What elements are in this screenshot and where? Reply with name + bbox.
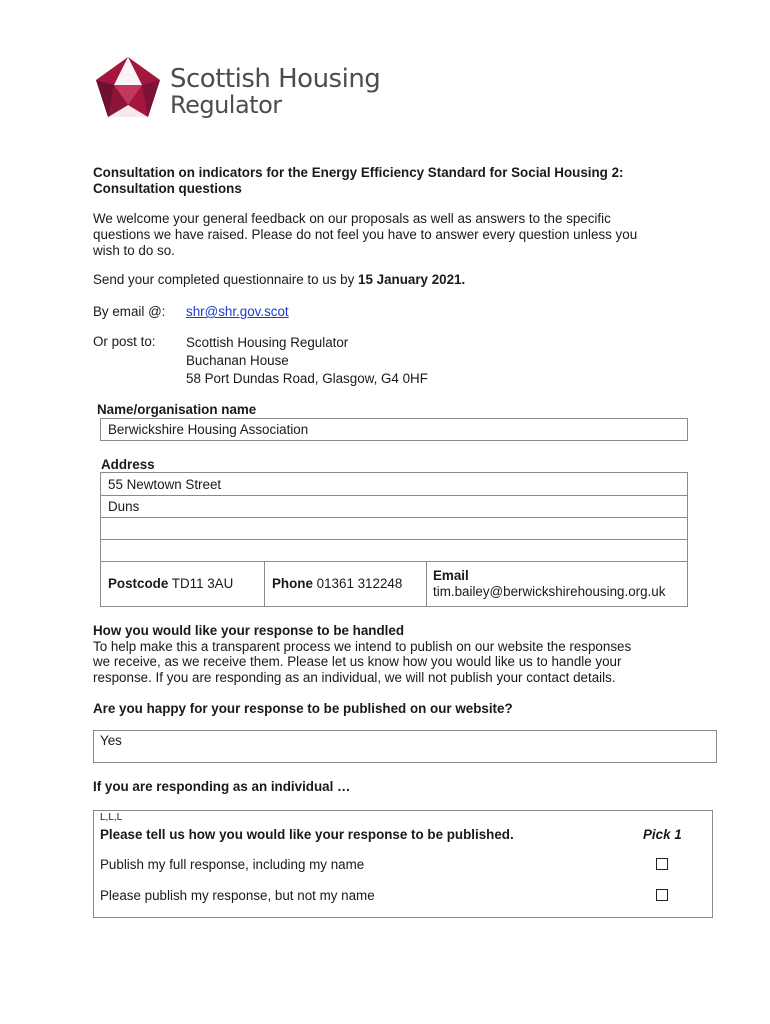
option-anonymous-checkbox[interactable] <box>656 889 668 901</box>
postcode-value: TD11 3AU <box>171 576 234 591</box>
deadline-text <box>93 272 465 288</box>
deadline-date: 15 January 2021. <box>358 272 466 287</box>
address-row-1[interactable] <box>101 473 687 496</box>
publish-answer-field[interactable] <box>93 730 717 763</box>
address-row-3[interactable] <box>101 518 687 540</box>
postcode-label: Postcode <box>108 576 169 591</box>
pick-label: Pick 1 <box>643 827 682 842</box>
page-title-line-1: Consultation on indicators for the Energy Efficiency Standard for Social Housing 2: <box>93 165 624 180</box>
intro-line-1: We welcome your general feedback on our proposals as well as answers to the specific <box>93 211 611 226</box>
address-row-2[interactable] <box>101 496 687 518</box>
option-full-response-checkbox[interactable] <box>656 858 668 870</box>
name-field[interactable] <box>100 418 688 441</box>
deadline-prefix: Send your completed questionnaire to us by <box>93 272 359 287</box>
individual-box <box>93 810 713 918</box>
phone-text <box>272 576 402 592</box>
email-field-label: Email <box>433 568 469 583</box>
postcode-text <box>108 576 233 592</box>
intro-line-3: wish to do so. <box>93 243 175 258</box>
phone-cell[interactable] <box>265 562 427 606</box>
email-cell[interactable] <box>427 562 687 606</box>
intro-paragraph <box>93 211 733 259</box>
publish-question-label: Are you happy for your response to be published on our website? <box>93 701 513 716</box>
postcode-cell[interactable] <box>101 562 265 606</box>
phone-label: Phone <box>272 576 313 591</box>
page-title <box>93 165 733 197</box>
post-label: Or post to: <box>93 334 156 349</box>
individual-question: Please tell us how you would like your response to be published. <box>100 827 514 842</box>
intro-line-2: questions we have raised. Please do not feel you have to answer every question unless you <box>93 227 638 242</box>
address-row-4[interactable] <box>101 540 687 562</box>
handling-line-1: To help make this a transparent process we intend to publish on our website the responses <box>93 638 632 654</box>
name-value: Berwickshire Housing Association <box>108 422 309 437</box>
individual-heading: If you are responding as an individual … <box>93 779 351 794</box>
handling-line-3: response. If you are responding as an individual, we will not publish your contact details. <box>93 669 616 685</box>
email-field-value: tim.bailey@berwickshirehousing.org.uk <box>433 584 666 599</box>
email-label: By email @: <box>93 304 166 319</box>
page-title-line-2: Consultation questions <box>93 181 242 196</box>
postal-address-line: Buchanan House <box>186 353 289 368</box>
name-label: Name/organisation name <box>97 402 257 417</box>
logo <box>94 55 381 121</box>
handling-section <box>93 623 733 685</box>
postal-address-line: Scottish Housing Regulator <box>186 335 349 350</box>
phone-value: 01361 312248 <box>316 576 403 591</box>
address-label: Address <box>101 457 155 472</box>
option-anonymous-label: Please publish my response, but not my name <box>100 888 375 903</box>
address-table <box>100 472 688 607</box>
logo-line-2: Regulator <box>170 91 282 119</box>
address-line-2: Duns <box>108 499 140 514</box>
logo-mark-icon <box>94 55 162 119</box>
logo-line-1: Scottish Housing <box>170 64 381 94</box>
address-line-1: 55 Newtown Street <box>108 477 222 492</box>
email-link[interactable]: shr@shr.gov.scot <box>186 304 289 319</box>
postal-address <box>186 334 428 388</box>
option-full-response-label: Publish my full response, including my name <box>100 857 365 872</box>
handling-line-2: we receive, as we receive them. Please let us know how you would like us to handle your <box>93 654 622 669</box>
individual-marker: L,L,L <box>100 812 123 823</box>
postal-address-line: 58 Port Dundas Road, Glasgow, G4 0HF <box>186 371 428 386</box>
handling-title: How you would like your response to be handled <box>93 623 404 638</box>
contact-row <box>101 562 687 606</box>
publish-answer-value: Yes <box>100 733 122 748</box>
